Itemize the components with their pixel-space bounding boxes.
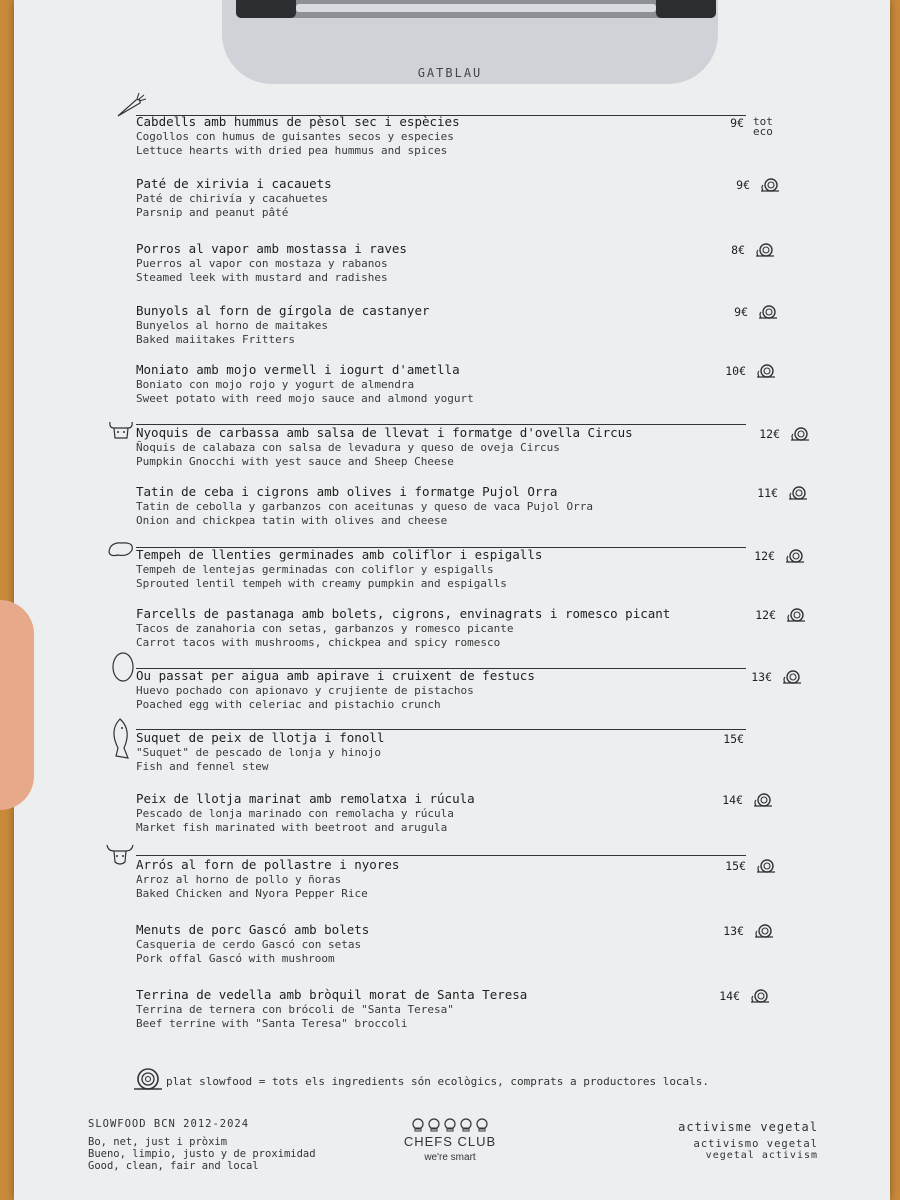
dish-name-en: Sweet potato with reed mojo sauce and almond yogurt bbox=[136, 392, 474, 405]
dish-name-en: Pork offal Gascó with mushroom bbox=[136, 952, 335, 965]
dish-name-en: Sprouted lentil tempeh with creamy pumpkin and espigalls bbox=[136, 577, 507, 590]
menu-item bbox=[136, 791, 776, 835]
menu-item bbox=[136, 987, 776, 1031]
menu-item bbox=[136, 176, 776, 220]
chefs-club-tagline: we're smart bbox=[424, 1152, 476, 1163]
fish-icon bbox=[106, 716, 134, 762]
dish-name-es: Tatin de cebolla y garbanzos con aceitunas y queso de vaca Pujol Orra bbox=[136, 500, 593, 513]
dish-price: 9€ bbox=[734, 305, 748, 319]
dish-name-en: Beef terrine with "Santa Teresa" broccoli bbox=[136, 1017, 408, 1030]
dish-name-es: Cogollos con humus de guisantes secos y especies bbox=[136, 130, 454, 143]
menu-item bbox=[136, 114, 776, 158]
dish-name-en: Baked maiitakes Fritters bbox=[136, 333, 295, 346]
dish-name-es: Bunyelos al horno de maitakes bbox=[136, 319, 329, 332]
dish-name-en: Parsnip and peanut pâté bbox=[136, 206, 289, 219]
dish-name-ca: Tempeh de llenties germinades amb coliflor i espigalls bbox=[136, 547, 543, 562]
dish-name-ca: Terrina de vedella amb bròquil morat de Santa Teresa bbox=[136, 987, 528, 1002]
snail-icon bbox=[788, 485, 808, 501]
menu-item bbox=[136, 425, 776, 469]
activism-footer bbox=[678, 1120, 818, 1161]
chef-hats-icon bbox=[400, 1118, 500, 1132]
dish-price: 8€ bbox=[731, 243, 745, 257]
cow-icon bbox=[106, 418, 136, 442]
activism-en: vegetal activism bbox=[705, 1150, 818, 1161]
dish-price: 15€ bbox=[725, 859, 746, 873]
dish-name-ca: Cabdells amb hummus de pèsol sec i espècies bbox=[136, 114, 460, 129]
slowfood-footer bbox=[88, 1118, 316, 1172]
dish-name-es: Huevo pochado con apionavo y crujiente de pistachos bbox=[136, 684, 474, 697]
dish-price: 12€ bbox=[759, 427, 780, 441]
dish-name-es: Tacos de zanahoria con setas, garbanzos y romesco picante bbox=[136, 622, 514, 635]
snail-icon bbox=[750, 988, 770, 1004]
dish-price: 10€ bbox=[725, 364, 746, 378]
dish-name-en: Pumpkin Gnocchi with yest sauce and Sheep Cheese bbox=[136, 455, 454, 468]
dish-name-en: Lettuce hearts with dried pea hummus and spices bbox=[136, 144, 448, 157]
snail-icon bbox=[790, 426, 810, 442]
dish-name-es: Casqueria de cerdo Gascó con setas bbox=[136, 938, 362, 951]
bull-icon bbox=[104, 842, 136, 868]
menu-item bbox=[136, 547, 776, 591]
dish-name-es: "Suquet" de pescado de lonja y hinojo bbox=[136, 746, 382, 759]
restaurant-name: GATBLAU bbox=[417, 66, 483, 80]
dish-name-en: Carrot tacos with mushrooms, chickpea and spicy romesco bbox=[136, 636, 501, 649]
dish-name-es: Tempeh de lentejas germinadas con coliflor y espigalls bbox=[136, 563, 494, 576]
motto-ca: Bo, net, just i pròxim bbox=[88, 1136, 228, 1148]
snail-icon bbox=[754, 923, 774, 939]
tot-label: tot bbox=[753, 115, 773, 128]
menu-item bbox=[136, 857, 776, 901]
legend-text: plat slowfood = tots els ingredients són ecològics, comprats a productores locals. bbox=[166, 1075, 710, 1088]
menu-item bbox=[136, 922, 776, 966]
dish-name-ca: Menuts de porc Gascó amb bolets bbox=[136, 922, 370, 937]
snail-icon bbox=[755, 242, 775, 258]
section-rule bbox=[136, 855, 746, 856]
dish-name-en: Fish and fennel stew bbox=[136, 760, 269, 773]
snail-icon bbox=[758, 304, 778, 320]
dish-price: 12€ bbox=[755, 608, 776, 622]
dish-price: 9€ bbox=[736, 178, 750, 192]
snail-icon bbox=[753, 792, 773, 808]
dish-name-ca: Paté de xirivia i cacauets bbox=[136, 176, 332, 191]
dish-price: 9€ bbox=[730, 116, 744, 130]
dish-name-es: Paté de chirivía y cacahuetes bbox=[136, 192, 329, 205]
dish-price: 13€ bbox=[751, 670, 772, 684]
snail-icon bbox=[756, 858, 776, 874]
dish-price: 14€ bbox=[719, 989, 740, 1003]
menu-item bbox=[136, 484, 776, 528]
dish-price: 13€ bbox=[723, 924, 744, 938]
dish-name-ca: Suquet de peix de llotja i fonoll bbox=[136, 730, 385, 745]
eco-label: eco bbox=[753, 125, 773, 138]
menu-item bbox=[136, 362, 776, 406]
activism-ca: activisme vegetal bbox=[678, 1120, 818, 1134]
dish-name-es: Terrina de ternera con brócoli de "Santa Teresa" bbox=[136, 1003, 454, 1016]
menu-item bbox=[136, 241, 776, 285]
menu-item bbox=[136, 730, 776, 774]
dish-name-en: Onion and chickpea tatin with olives and cheese bbox=[136, 514, 448, 527]
menu-item bbox=[136, 303, 776, 347]
chefs-club-logo bbox=[400, 1118, 500, 1163]
bean-icon bbox=[106, 538, 136, 560]
snail-icon bbox=[785, 548, 805, 564]
chefs-club-name: CHEFS CLUB bbox=[403, 1134, 497, 1149]
slowfood-years: SLOWFOOD BCN 2012-2024 bbox=[88, 1118, 250, 1130]
dish-name-es: Pescado de lonja marinado con remolacha y rúcula bbox=[136, 807, 454, 820]
snail-icon bbox=[786, 607, 806, 623]
menu-item bbox=[136, 606, 776, 650]
dish-name-ca: Farcells de pastanaga amb bolets, cigrons, envinagrats i romesco picant bbox=[136, 606, 671, 621]
dish-name-ca: Bunyols al forn de gírgola de castanyer bbox=[136, 303, 430, 318]
dish-name-en: Poached egg with celeriac and pistachio crunch bbox=[136, 698, 441, 711]
dish-price: 12€ bbox=[754, 549, 775, 563]
dish-name-es: Puerros al vapor con mostaza y rabanos bbox=[136, 257, 388, 270]
egg-icon bbox=[110, 650, 136, 684]
dish-name-ca: Peix de llotja marinat amb remolatxa i rúcula bbox=[136, 791, 475, 806]
dish-name-en: Baked Chicken and Nyora Pepper Rice bbox=[136, 887, 368, 900]
dish-name-ca: Nyoquis de carbassa amb salsa de llevat i formatge d'ovella Circus bbox=[136, 425, 633, 440]
snail-icon bbox=[756, 363, 776, 379]
motto-en: Good, clean, fair and local bbox=[88, 1160, 259, 1172]
dish-price: 11€ bbox=[757, 486, 778, 500]
snail-icon bbox=[130, 1066, 166, 1092]
dish-name-es: Arroz al horno de pollo y ñoras bbox=[136, 873, 342, 886]
dish-price: 14€ bbox=[722, 793, 743, 807]
dish-name-ca: Porros al vapor amb mostassa i raves bbox=[136, 241, 407, 256]
dish-name-ca: Arrós al forn de pollastre i nyores bbox=[136, 857, 400, 872]
dish-name-ca: Ou passat per aigua amb apirave i cruixent de festucs bbox=[136, 668, 535, 683]
dish-name-ca: Tatin de ceba i cigrons amb olives i formatge Pujol Orra bbox=[136, 484, 558, 499]
dish-name-es: Boniato con mojo rojo y yogurt de almendra bbox=[136, 378, 415, 391]
activism-es: activismo vegetal bbox=[693, 1138, 818, 1150]
motto-es: Bueno, limpio, justo y de proximidad bbox=[88, 1148, 316, 1160]
dish-name-en: Market fish marinated with beetroot and arugula bbox=[136, 821, 448, 834]
snail-icon bbox=[760, 177, 780, 193]
dish-name-es: Ñoquis de calabaza con salsa de levadura y queso de oveja Circus bbox=[136, 441, 560, 454]
menu-item bbox=[136, 668, 776, 712]
dish-name-en: Steamed leek with mustard and radishes bbox=[136, 271, 388, 284]
snail-icon bbox=[782, 669, 802, 685]
dish-name-ca: Moniato amb mojo vermell i iogurt d'ametlla bbox=[136, 362, 460, 377]
dish-price: 15€ bbox=[723, 732, 744, 746]
